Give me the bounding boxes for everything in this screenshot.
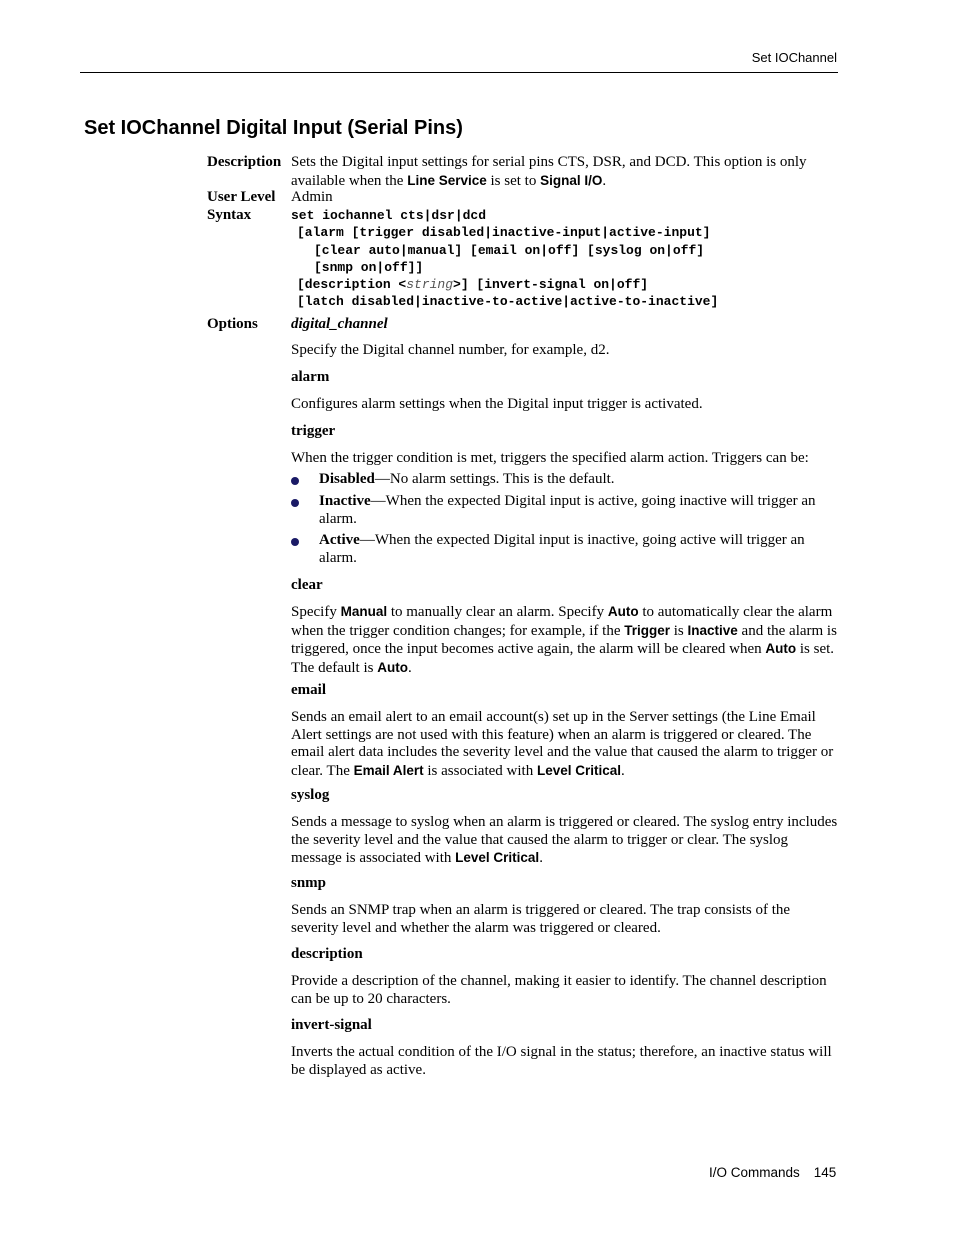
option-description-text: Provide a description of the channel, making it easier to identify. The channel description can be up to 20 characters. (291, 973, 827, 1007)
option-alarm-text: Configures alarm settings when the Digital input trigger is activated. (291, 396, 703, 412)
option-invert-signal-text: Inverts the actual condition of the I/O signal in the status; therefore, an inactive status will be displayed as active. (291, 1044, 832, 1078)
trigger-bullet-inactive: Inactive—When the expected Digital input is active, going inactive will trigger an alarm. (319, 493, 816, 527)
option-trigger-text: When the trigger condition is met, triggers the specified alarm action. Triggers can be: (291, 450, 809, 466)
option-syslog-text: Sends a message to syslog when an alarm is triggered or cleared. The syslog entry includes the severity level and the value that caused the alarm to trigger or clear. The syslog message is associated with Level Critical. (291, 814, 838, 866)
option-description-title: description (291, 946, 363, 962)
syntax-label: Syntax (207, 207, 252, 223)
page-number: 145 (813, 1165, 837, 1180)
trigger-bullet-active: Active—When the expected Digital input is inactive, going active will trigger an alarm. (319, 532, 805, 566)
user-level-label: User Level (207, 189, 276, 205)
option-invert-signal-title: invert-signal (291, 1017, 372, 1033)
bullet-icon (291, 538, 299, 546)
page-footer (709, 1165, 836, 1180)
option-email-text: Sends an email alert to an email account(s) set up in the Server settings (the Line Email Alert settings are not used with this feature) when an alarm is triggered or cleared. The email alert data includes the severity level and the value that caused the alarm to trigger or clear. The Email Alert is associated with Level Critical. (291, 709, 834, 779)
description-text: Sets the Digital input settings for serial pins CTS, DSR, and DCD. This option is only available when the Line Service is set to Signal I/O. (291, 154, 807, 189)
bullet-icon (291, 477, 299, 485)
footer-section: I/O Commands (709, 1165, 800, 1180)
syntax-line-6: [latch disabled|inactive-to-active|active-to-inactive] (297, 294, 719, 309)
option-snmp-text: Sends an SNMP trap when an alarm is triggered or cleared. The trap consists of the severity level and whether the alarm was triggered or cleared. (291, 902, 791, 936)
syntax-line-1: set iochannel cts|dsr|dcd (291, 208, 487, 223)
option-snmp-title: snmp (291, 875, 327, 891)
trigger-bullet-disabled: Disabled—No alarm settings. This is the default. (319, 471, 615, 487)
option-alarm-title: alarm (291, 369, 330, 385)
page-title: Set IOChannel Digital Input (Serial Pins) (84, 117, 463, 139)
bullet-icon (291, 499, 299, 507)
user-level-value: Admin (291, 189, 333, 205)
line-service-term: Line Service (407, 172, 487, 188)
running-header: Set IOChannel (751, 50, 837, 65)
syntax-line-5: [description <string>] [invert-signal on|off] (297, 277, 649, 292)
header-rule (80, 72, 838, 73)
option-syslog-title: syslog (291, 787, 330, 803)
syntax-line-4: [snmp on|off]] (314, 260, 424, 275)
syntax-line-3: [clear auto|manual] [email on|off] [syslog on|off] (314, 243, 705, 258)
syntax-line-2: [alarm [trigger disabled|inactive-input|active-input] (297, 225, 711, 240)
option-digital-channel-text: Specify the Digital channel number, for example, d2. (291, 342, 610, 358)
option-clear-title: clear (291, 577, 323, 593)
description-label: Description (207, 154, 282, 170)
string-placeholder: string (406, 277, 454, 292)
option-email-title: email (291, 682, 326, 698)
options-label: Options (207, 316, 258, 332)
option-trigger-title: trigger (291, 423, 336, 439)
option-clear-text: Specify Manual to manually clear an alarm. Specify Auto to automatically clear the alarm when the trigger condition changes; for example, if the Trigger is Inactive and the alarm is triggered, once the input becomes active again, the alarm will be cleared when Auto is set. The default is Auto. (291, 604, 837, 676)
option-digital-channel-title: digital_channel (291, 316, 388, 332)
signal-io-term: Signal I/O (540, 172, 603, 188)
